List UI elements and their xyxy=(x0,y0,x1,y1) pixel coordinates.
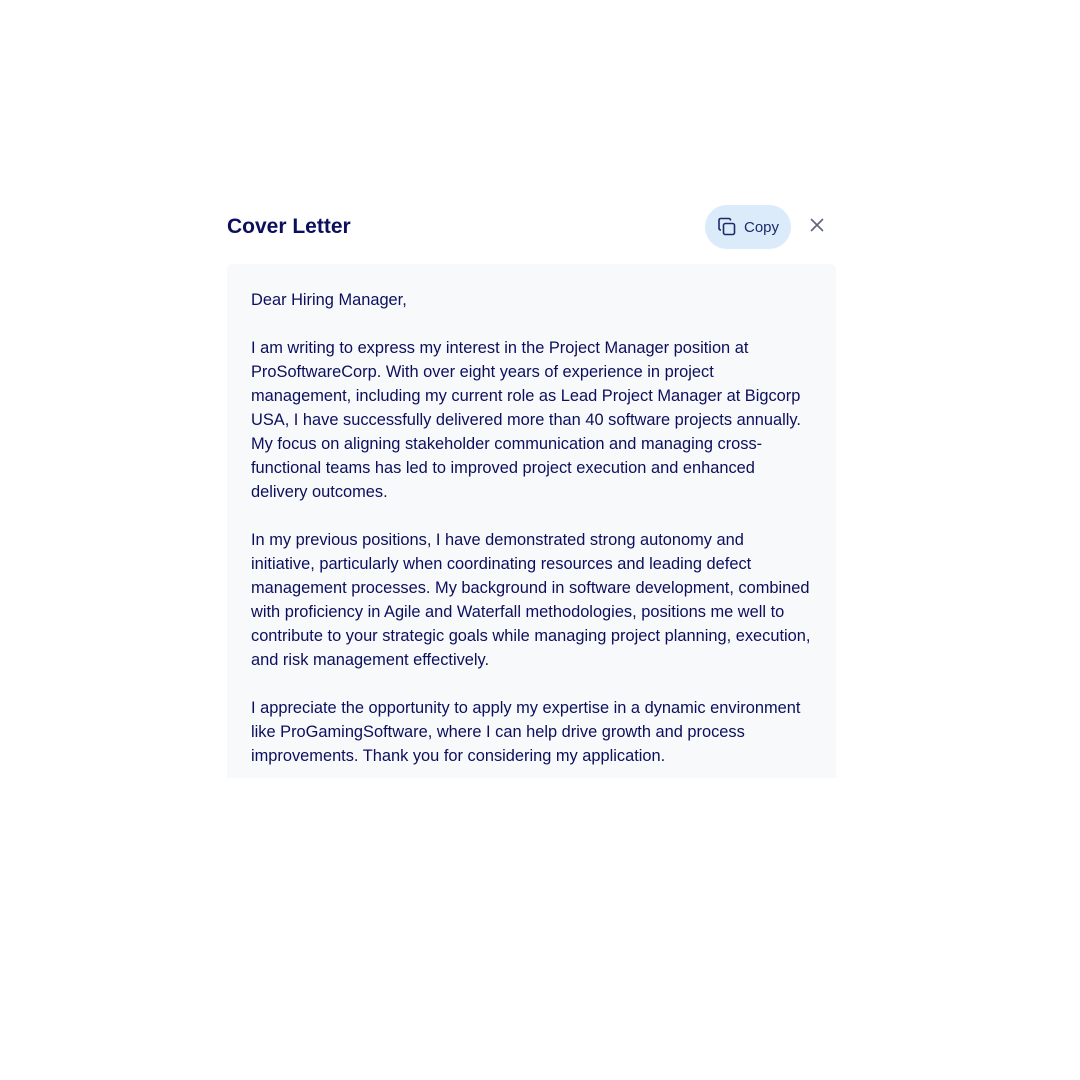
letter-salutation: Dear Hiring Manager, xyxy=(251,291,407,309)
copy-button[interactable] xyxy=(705,205,791,249)
letter-paragraph: I am writing to express my interest in the Project Manager position at ProSoftwareCorp. With over eight years of experience in project management, including my current role as Lead Project Manager at Bigcorp USA, I have successfully delivered more than 40 software projects annually. My focus on aligning stakeholder communication and managing cross-functional teams has led to improved project execution and enhanced delivery outcomes. xyxy=(251,339,801,501)
close-icon xyxy=(809,217,825,238)
modal-title: Cover Letter xyxy=(227,215,351,238)
letter-paragraph: In my previous positions, I have demonstrated strong autonomy and initiative, particularly when coordinating resources and leading defect management processes. My background in software development, combined with proficiency in Agile and Waterfall methodologies, positions me well to contribute to your strategic goals while managing project planning, execution, and risk management effectively. xyxy=(251,531,811,669)
modal-header xyxy=(227,205,836,249)
cover-letter-modal xyxy=(227,205,836,778)
letter-paragraph: I appreciate the opportunity to apply my expertise in a dynamic environment like ProGamingSoftware, where I can help drive growth and process improvements. Thank you for considering my application. xyxy=(251,699,801,765)
copy-button-label: Copy xyxy=(744,218,780,236)
close-button[interactable] xyxy=(806,216,828,238)
copy-icon xyxy=(717,217,737,237)
cover-letter-content[interactable] xyxy=(227,264,836,778)
